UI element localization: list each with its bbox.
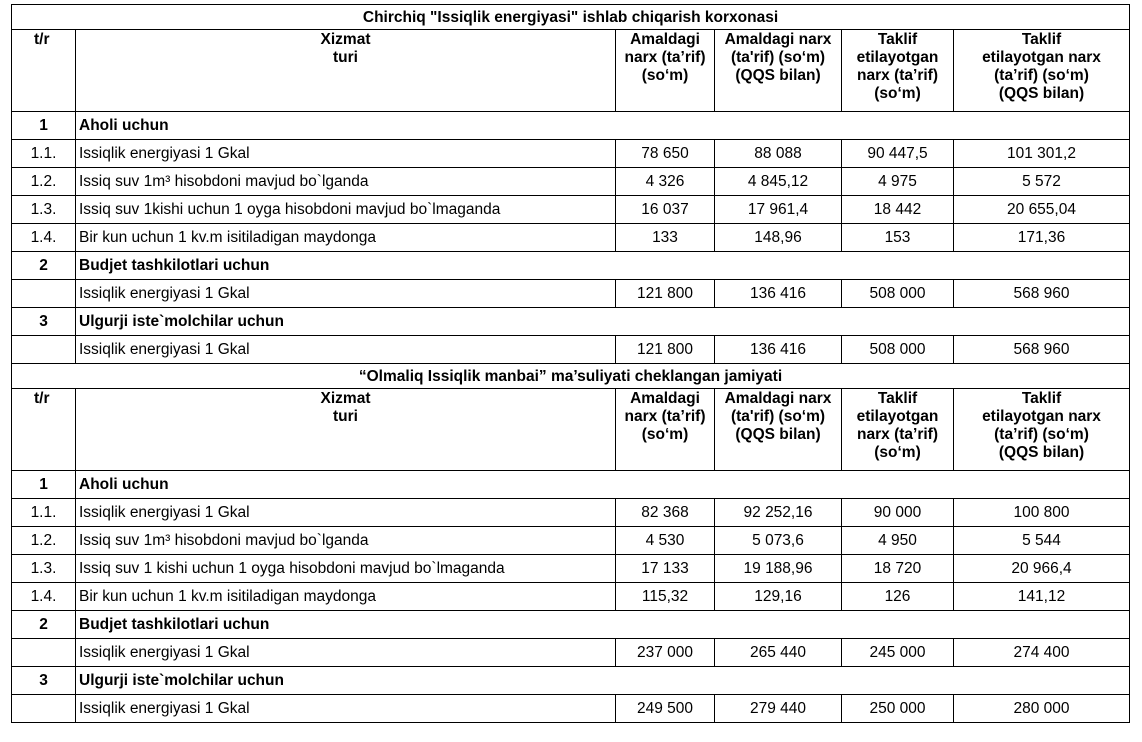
category-row	[12, 611, 1130, 639]
header-service	[76, 30, 616, 112]
proposed-price-vat: 280 000	[954, 695, 1130, 723]
section-title-row	[12, 364, 1130, 389]
row-number: 1.1.	[12, 499, 76, 527]
proposed-price: 508 000	[842, 336, 954, 364]
current-price-vat: 92 252,16	[715, 499, 842, 527]
header-service-line-2: turi	[333, 408, 358, 425]
current-price: 4 326	[616, 168, 715, 196]
proposed-price: 153	[842, 224, 954, 252]
row-number: 1.2.	[12, 168, 76, 196]
header-proposed-price-vat-line-3: (ta’rif) (so‘m)	[994, 426, 1089, 443]
header-current-price-vat-line-2: (ta'rif) (so‘m)	[730, 408, 826, 425]
current-price: 17 133	[616, 555, 715, 583]
header-current-price-line-1: Amaldagi	[630, 31, 700, 48]
row-number: 1.3.	[12, 196, 76, 224]
header-num	[12, 30, 76, 112]
header-current-price-vat-line-1: Amaldagi narx	[724, 390, 832, 407]
proposed-price: 18 720	[842, 555, 954, 583]
row-number: 3	[12, 667, 76, 695]
header-proposed-price-line-4: (so‘m)	[874, 444, 921, 461]
proposed-price: 4 950	[842, 527, 954, 555]
category-name: Ulgurji iste`molchilar uchun	[76, 667, 1130, 695]
table-row	[12, 555, 1130, 583]
proposed-price: 508 000	[842, 280, 954, 308]
table-row	[12, 196, 1130, 224]
proposed-price-vat: 100 800	[954, 499, 1130, 527]
proposed-price: 245 000	[842, 639, 954, 667]
header-num-line-1: t/r	[34, 31, 50, 48]
proposed-price-vat: 20 966,4	[954, 555, 1130, 583]
row-number	[12, 280, 76, 308]
header-current-price-vat	[715, 30, 842, 112]
proposed-price: 126	[842, 583, 954, 611]
header-proposed-price-vat-line-1: Taklif	[1021, 390, 1062, 407]
current-price-vat: 129,16	[715, 583, 842, 611]
current-price: 82 368	[616, 499, 715, 527]
service-name: Issiq suv 1kishi uchun 1 oyga hisobdoni mavjud bo`lmaganda	[76, 196, 616, 224]
table-row	[12, 499, 1130, 527]
current-price: 16 037	[616, 196, 715, 224]
current-price: 249 500	[616, 695, 715, 723]
current-price-vat: 19 188,96	[715, 555, 842, 583]
current-price-vat: 88 088	[715, 140, 842, 168]
category-row	[12, 252, 1130, 280]
header-num-line-1: t/r	[34, 390, 50, 407]
header-current-price-vat-line-3: (QQS bilan)	[735, 426, 821, 443]
header-proposed-price-vat	[954, 30, 1130, 112]
category-row	[12, 667, 1130, 695]
row-number: 1.4.	[12, 224, 76, 252]
current-price: 121 800	[616, 336, 715, 364]
header-proposed-price-line-2: etilayotgan	[856, 408, 939, 425]
current-price: 237 000	[616, 639, 715, 667]
service-name: Issiq suv 1m³ hisobdoni mavjud bo`lganda	[76, 168, 616, 196]
table-row	[12, 583, 1130, 611]
header-service-line-1: Xizmat	[320, 31, 371, 48]
row-number: 2	[12, 252, 76, 280]
proposed-price-vat: 141,12	[954, 583, 1130, 611]
proposed-price: 250 000	[842, 695, 954, 723]
current-price: 78 650	[616, 140, 715, 168]
header-current-price-line-2: narx (ta’rif)	[624, 49, 706, 66]
header-row	[12, 30, 1130, 112]
header-proposed-price-vat-line-1: Taklif	[1021, 31, 1062, 48]
header-current-price-line-3: (so‘m)	[641, 426, 689, 443]
service-name: Issiqlik energiyasi 1 Gkal	[76, 695, 616, 723]
tariff-table	[11, 4, 1130, 723]
header-proposed-price	[842, 389, 954, 471]
header-current-price-line-3: (so‘m)	[641, 67, 689, 84]
current-price-vat: 136 416	[715, 280, 842, 308]
header-proposed-price-line-4: (so‘m)	[874, 85, 921, 102]
table-row	[12, 527, 1130, 555]
current-price-vat: 17 961,4	[715, 196, 842, 224]
header-current-price-vat	[715, 389, 842, 471]
tariff-document	[11, 4, 1129, 723]
row-number	[12, 695, 76, 723]
row-number: 2	[12, 611, 76, 639]
category-name: Aholi uchun	[76, 112, 1130, 140]
table-row	[12, 639, 1130, 667]
current-price: 115,32	[616, 583, 715, 611]
proposed-price: 4 975	[842, 168, 954, 196]
proposed-price-vat: 20 655,04	[954, 196, 1130, 224]
table-row	[12, 140, 1130, 168]
section-title: “Olmaliq Issiqlik manbai” ma’suliyati cheklangan jamiyati	[12, 364, 1130, 389]
header-current-price-line-1: Amaldagi	[630, 390, 700, 407]
proposed-price: 90 000	[842, 499, 954, 527]
table-row	[12, 168, 1130, 196]
header-service-line-1: Xizmat	[320, 390, 371, 407]
table-row	[12, 224, 1130, 252]
header-proposed-price-vat-line-4: (QQS bilan)	[998, 444, 1085, 461]
header-current-price-vat-line-1: Amaldagi narx	[724, 31, 832, 48]
header-proposed-price-line-2: etilayotgan	[856, 49, 939, 66]
row-number: 1.3.	[12, 555, 76, 583]
header-proposed-price-vat-line-2: etilayotgan narx	[982, 408, 1101, 425]
category-name: Budjet tashkilotlari uchun	[76, 611, 1130, 639]
proposed-price: 18 442	[842, 196, 954, 224]
row-number: 1.4.	[12, 583, 76, 611]
table-row	[12, 336, 1130, 364]
proposed-price-vat: 5 544	[954, 527, 1130, 555]
header-row	[12, 389, 1130, 471]
service-name: Bir kun uchun 1 kv.m isitiladigan maydonga	[76, 583, 616, 611]
header-service	[76, 389, 616, 471]
category-row	[12, 112, 1130, 140]
row-number: 1.2.	[12, 527, 76, 555]
row-number: 3	[12, 308, 76, 336]
table-row	[12, 280, 1130, 308]
current-price-vat: 136 416	[715, 336, 842, 364]
header-proposed-price-vat	[954, 389, 1130, 471]
current-price-vat: 265 440	[715, 639, 842, 667]
proposed-price-vat: 5 572	[954, 168, 1130, 196]
category-row	[12, 471, 1130, 499]
proposed-price-vat: 568 960	[954, 280, 1130, 308]
current-price: 121 800	[616, 280, 715, 308]
header-proposed-price-line-1: Taklif	[877, 390, 918, 407]
service-name: Issiqlik energiyasi 1 Gkal	[76, 639, 616, 667]
current-price-vat: 5 073,6	[715, 527, 842, 555]
row-number: 1	[12, 112, 76, 140]
service-name: Issiq suv 1 kishi uchun 1 oyga hisobdoni mavjud bo`lmaganda	[76, 555, 616, 583]
proposed-price-vat: 274 400	[954, 639, 1130, 667]
current-price: 4 530	[616, 527, 715, 555]
service-name: Issiq suv 1m³ hisobdoni mavjud bo`lganda	[76, 527, 616, 555]
header-proposed-price-line-3: narx (ta’rif)	[857, 426, 938, 443]
header-num	[12, 389, 76, 471]
category-row	[12, 308, 1130, 336]
header-proposed-price-vat-line-3: (ta’rif) (so‘m)	[994, 67, 1089, 84]
header-proposed-price-vat-line-2: etilayotgan narx	[982, 49, 1101, 66]
header-proposed-price-vat-line-4: (QQS bilan)	[998, 85, 1085, 102]
category-name: Aholi uchun	[76, 471, 1130, 499]
proposed-price-vat: 171,36	[954, 224, 1130, 252]
header-current-price	[616, 30, 715, 112]
row-number: 1.1.	[12, 140, 76, 168]
header-proposed-price-line-1: Taklif	[877, 31, 918, 48]
category-name: Budjet tashkilotlari uchun	[76, 252, 1130, 280]
current-price-vat: 279 440	[715, 695, 842, 723]
table-row	[12, 695, 1130, 723]
header-current-price-line-2: narx (ta’rif)	[624, 408, 706, 425]
service-name: Issiqlik energiyasi 1 Gkal	[76, 280, 616, 308]
header-current-price	[616, 389, 715, 471]
row-number: 1	[12, 471, 76, 499]
row-number	[12, 336, 76, 364]
header-proposed-price	[842, 30, 954, 112]
current-price: 133	[616, 224, 715, 252]
current-price-vat: 148,96	[715, 224, 842, 252]
header-proposed-price-line-3: narx (ta’rif)	[857, 67, 938, 84]
service-name: Bir kun uchun 1 kv.m isitiladigan maydonga	[76, 224, 616, 252]
header-service-line-2: turi	[333, 49, 358, 66]
service-name: Issiqlik energiyasi 1 Gkal	[76, 499, 616, 527]
header-current-price-vat-line-3: (QQS bilan)	[735, 67, 821, 84]
section-title: Chirchiq "Issiqlik energiyasi" ishlab chiqarish korxonasi	[12, 5, 1130, 30]
proposed-price-vat: 568 960	[954, 336, 1130, 364]
service-name: Issiqlik energiyasi 1 Gkal	[76, 140, 616, 168]
current-price-vat: 4 845,12	[715, 168, 842, 196]
section-title-row	[12, 5, 1130, 30]
row-number	[12, 639, 76, 667]
proposed-price-vat: 101 301,2	[954, 140, 1130, 168]
proposed-price: 90 447,5	[842, 140, 954, 168]
service-name: Issiqlik energiyasi 1 Gkal	[76, 336, 616, 364]
category-name: Ulgurji iste`molchilar uchun	[76, 308, 1130, 336]
header-current-price-vat-line-2: (ta'rif) (so‘m)	[730, 49, 826, 66]
